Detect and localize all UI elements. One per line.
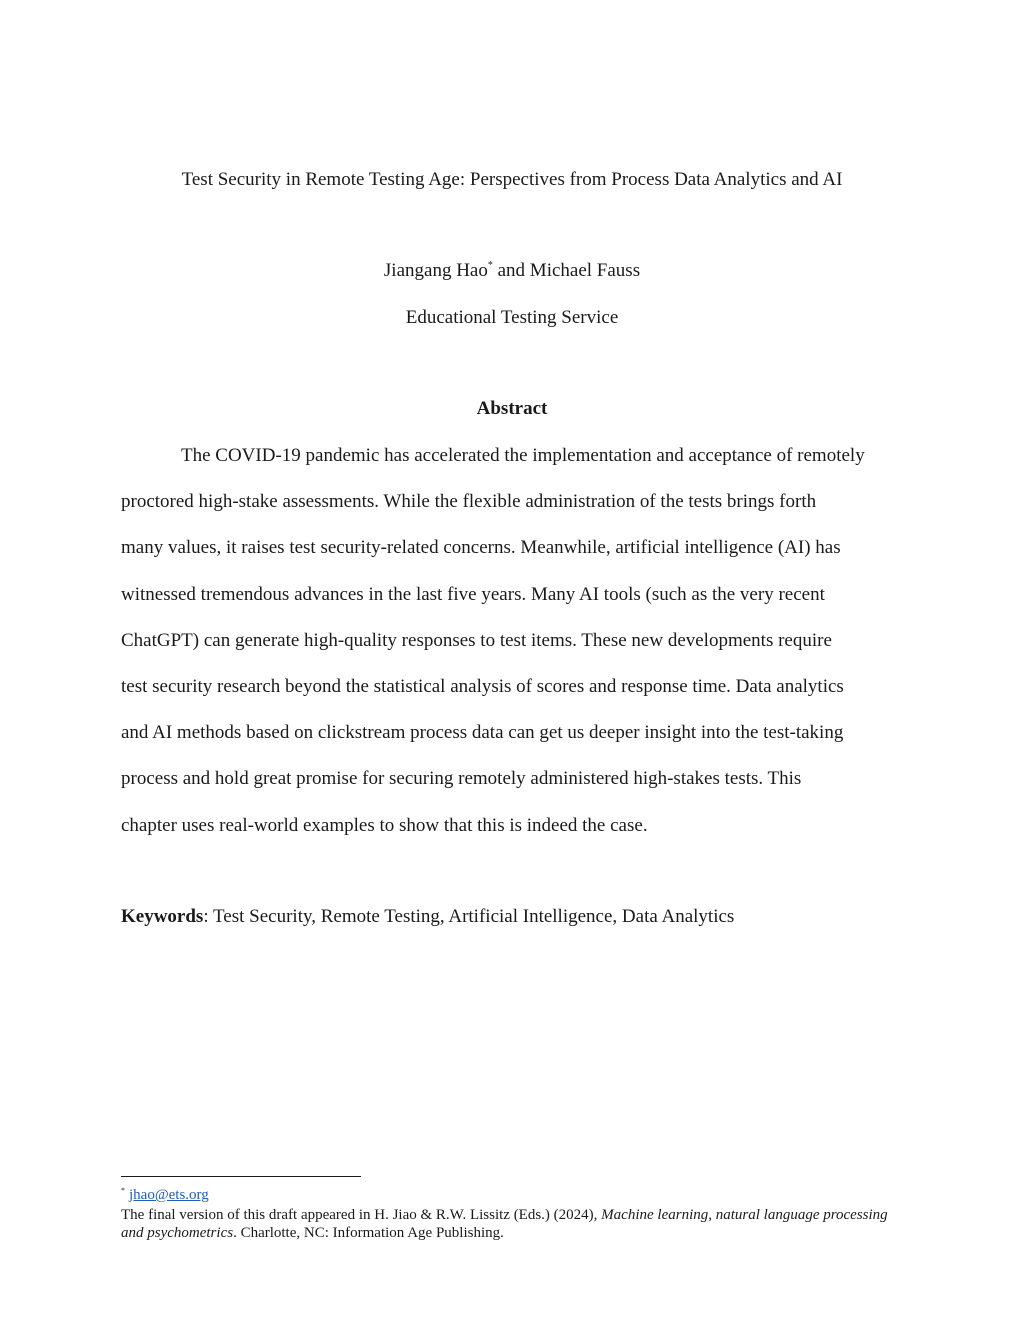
footnote-divider — [121, 1176, 361, 1177]
footnote-marker: * — [121, 1186, 125, 1195]
paper-title: Test Security in Remote Testing Age: Perspectives from Process Data Analytics and AI — [181, 169, 843, 190]
footnote-note-text: . Charlotte, NC: Information Age Publishing. — [233, 1225, 504, 1241]
footnote-marker: * — [487, 260, 493, 271]
abstract-line: process and hold great promise for securing remotely administered high-stakes tests. This — [121, 768, 802, 790]
footnote-note-line — [121, 1206, 911, 1224]
footnote-note-text: The final version of this draft appeared in H. Jiao & R.W. Lissitz (Eds.) (2024), — [121, 1207, 602, 1223]
footnote-book-title-cont: and psychometrics — [121, 1225, 234, 1241]
abstract-line: The COVID-19 pandemic has accelerated the implementation and acceptance of remotely — [181, 445, 865, 466]
abstract-body — [121, 444, 911, 860]
keywords-text: Test Security, Remote Testing, Artificial Intelligence, Data Analytics — [213, 906, 735, 927]
footnote-publication-note — [121, 1206, 911, 1242]
abstract-heading: Abstract — [476, 398, 548, 419]
abstract-line: witnessed tremendous advances in the last five years. Many AI tools (such as the very recent — [121, 583, 825, 605]
author-connector: and — [492, 260, 530, 281]
abstract-line: and AI methods based on clickstream process data can get us deeper insight into the test-taking — [121, 722, 844, 744]
author-name: Michael Fauss — [529, 260, 641, 281]
keywords-line — [121, 905, 734, 929]
abstract-line: ChatGPT) can generate high-quality responses to test items. These new developments require — [121, 629, 832, 651]
abstract-line: test security research beyond the statistical analysis of scores and response time. Data analytics — [121, 675, 844, 697]
abstract-line: proctored high-stake assessments. While the flexible administration of the tests brings forth — [121, 491, 817, 513]
footnote-note-line — [121, 1224, 911, 1242]
abstract-line: chapter uses real-world examples to show that this is indeed the case. — [121, 814, 648, 836]
author-line — [0, 259, 1024, 283]
email-link[interactable]: jhao@ets.org — [129, 1187, 209, 1203]
keywords-separator: : — [203, 906, 214, 927]
affiliation: Educational Testing Service — [405, 307, 619, 328]
footnote-book-title: Machine learning, natural language processing — [601, 1207, 888, 1223]
footnote-email — [121, 1186, 209, 1205]
keywords-label: Keywords — [121, 906, 204, 927]
abstract-line: many values, it raises test security-related concerns. Meanwhile, artificial intelligence (AI) has — [121, 537, 841, 559]
author-name: Jiangang Hao — [383, 260, 488, 281]
